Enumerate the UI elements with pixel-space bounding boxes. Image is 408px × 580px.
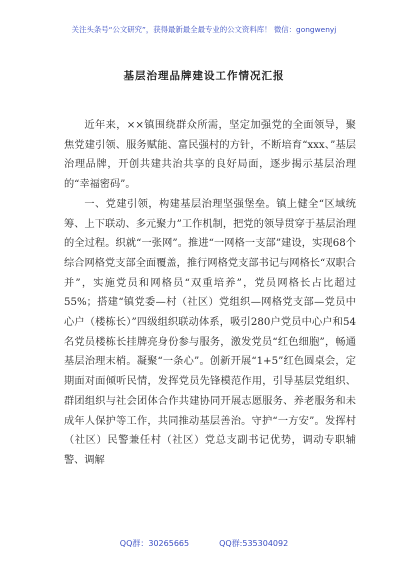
header-banner: 关注头条号“公文研究”，获得最新最全最专业的公文资料库！ 微信：gongwenyj	[71, 25, 337, 34]
document-title: 基层治理品牌建设工作情况汇报	[123, 70, 285, 82]
document-body	[64, 116, 356, 471]
paragraph-intro: 近年来，××镇围绕群众所需，坚定加强党的全面领导，聚焦党建引领、服务赋能、富民强村的方针，不断培育“xxx、”基层治理品牌，开创共建共治共享的良好局面，逐步揭示基层治理的“幸福密码”。	[64, 120, 356, 191]
footer-contacts	[0, 538, 408, 549]
footer-qq-group-b: QQ群:535304092	[219, 539, 289, 548]
paragraph-section-one: 一、党建引领，构建基层治理坚强堡垒。镇上健全“区域统筹、上下联动、多元聚力”工作机制，把党的领导贯穿于基层治理的全过程。织就“一张网”。推进“一网格一支部”建设，实现68个综合网格党支部全面覆盖，推行网格党支部书记与网格长“双职合并”，实施党员和网格员“双重培养”，党员网格长占比超过55%；搭建“镇党委—村（社区）党组织—网格党支部—党员中心户（楼栋长）”四级组织联动体系，吸引280户党员中心户和54名党员楼栋长挂牌亮身份参与服务，激发党员“红色细胞”，畅通基层治理末梢。凝聚“一条心”。创新开展“1+5”红色圆桌会，定期面对面倾听民情，发挥党员先锋模范作用，引导基层党组织、群团组织与社会团体合作共建协同开展志愿服务、养老服务和未成年人保护等工作，共同推动基层善治。守护“一方安”。发挥村（社区）民警兼任村（社区）党总支副书记优势，调动专职辅警、调解	[64, 198, 356, 466]
footer-qq-group-a: QQ群：30265665	[119, 539, 190, 548]
